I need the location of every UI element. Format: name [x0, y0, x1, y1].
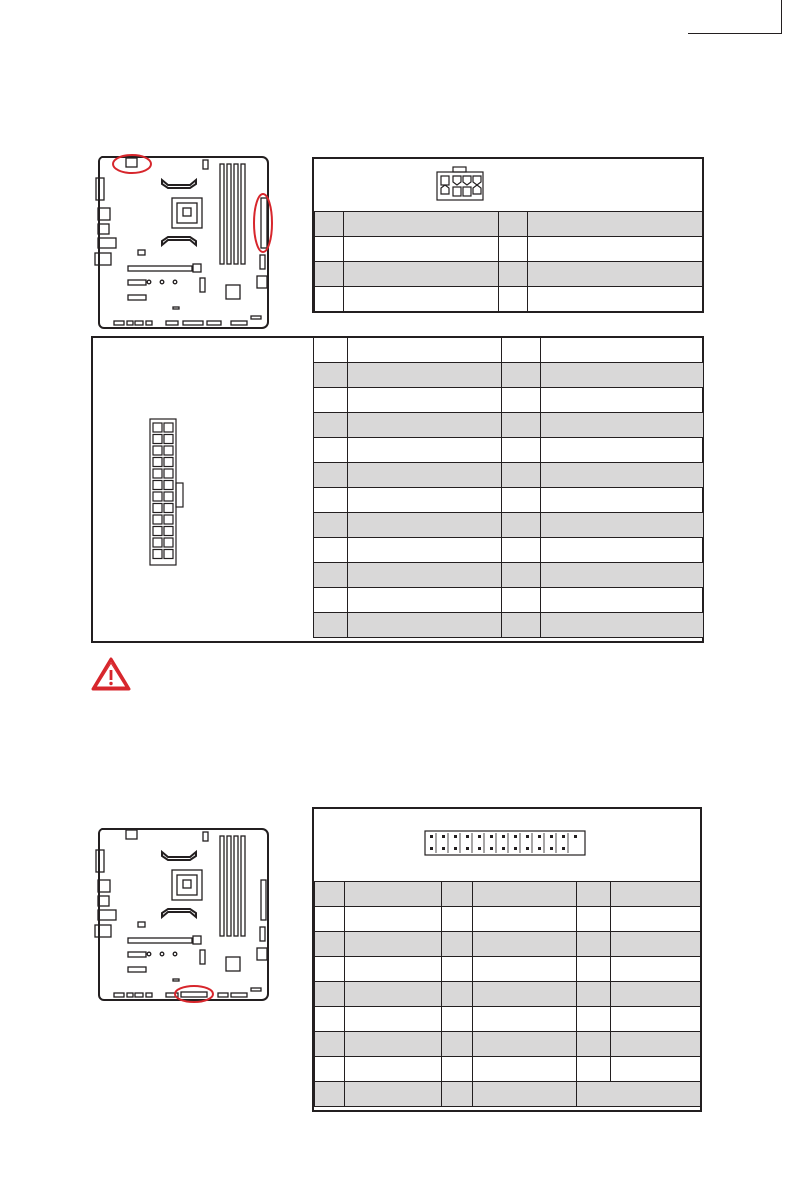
- table-row: [314, 488, 704, 513]
- warning-triangle-icon: [90, 656, 132, 692]
- 8-pin-connector-icon: [434, 166, 486, 202]
- table-row: [314, 413, 704, 438]
- cpu-power-connector-panel: [312, 157, 704, 313]
- atx-power-connector-panel: [91, 336, 704, 643]
- front-usb-header-icon: [424, 830, 586, 856]
- 8-pin-pin-table: [314, 211, 703, 312]
- front-usb-header-panel: [312, 807, 702, 1112]
- table-row: [314, 388, 704, 413]
- table-row: [314, 613, 704, 638]
- table-row: [314, 588, 704, 613]
- table-row: [314, 338, 704, 363]
- 24-pin-connector-icon: [147, 417, 191, 567]
- table-row: [314, 513, 704, 538]
- table-row: [314, 363, 704, 388]
- table-row: [314, 463, 704, 488]
- table-row: [315, 882, 701, 907]
- table-row: [315, 1057, 701, 1082]
- 24-pin-pin-table: [313, 337, 704, 638]
- highlight-atx-power: [254, 194, 272, 252]
- usb-header-pin-table: [314, 881, 701, 1107]
- table-row: [314, 538, 704, 563]
- table-row: [315, 982, 701, 1007]
- table-row: [315, 1082, 701, 1107]
- table-row: [315, 957, 701, 982]
- crop-mark-vertical: [781, 0, 782, 34]
- table-row: [315, 237, 703, 262]
- table-row: [315, 932, 701, 957]
- table-row: [315, 907, 701, 932]
- motherboard-diagram-usb: [90, 822, 280, 1007]
- table-row: [315, 287, 703, 312]
- table-row: [315, 262, 703, 287]
- table-row: [315, 1032, 701, 1057]
- table-row: [315, 212, 703, 237]
- table-row: [315, 1007, 701, 1032]
- crop-mark-horizontal: [688, 33, 782, 34]
- table-row: [314, 438, 704, 463]
- table-row: [314, 563, 704, 588]
- motherboard-diagram-power: [90, 150, 280, 335]
